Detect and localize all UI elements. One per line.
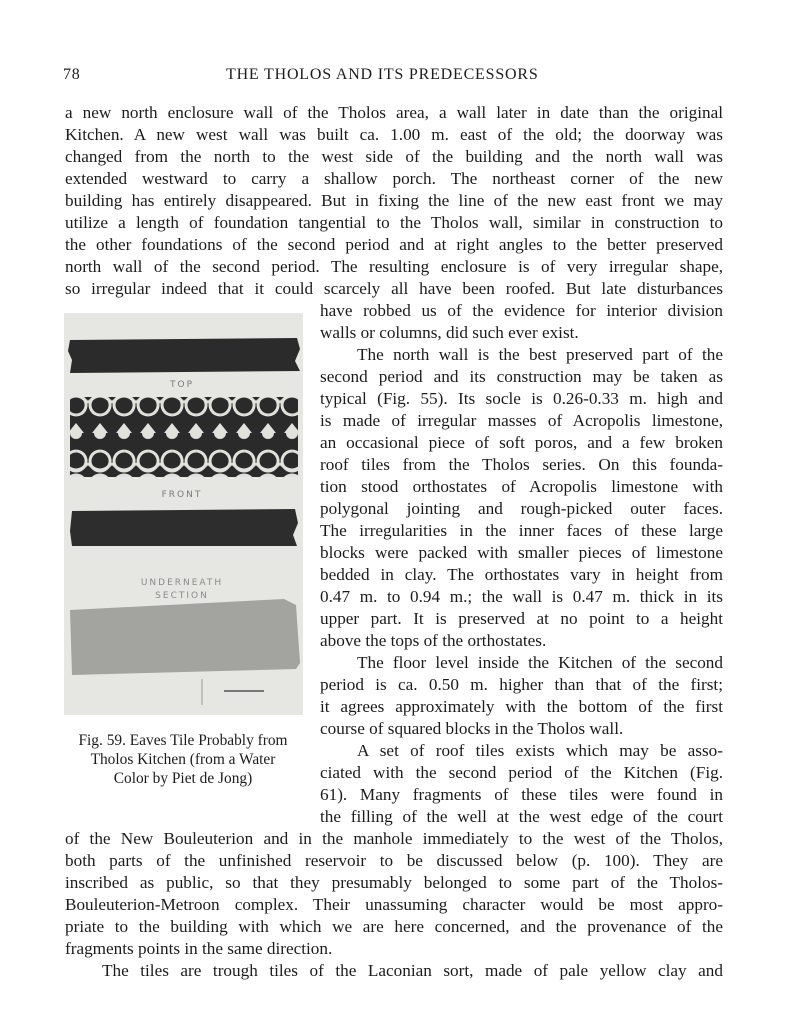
- text-line: upper part. It is preserved at no point to a height: [320, 609, 723, 628]
- text-line: tion stood orthostates of Acropolis limestone with: [320, 477, 723, 496]
- text-line: fragments points in the same direction.: [65, 939, 333, 958]
- text-line: changed from the north to the west side of the building and the north wall was: [65, 147, 723, 166]
- text-line: Bouleuterion-Metroon complex. Their unassuming character would be most appro-: [65, 895, 723, 914]
- top-view-band: [68, 338, 300, 373]
- text-line: inscribed as public, so that they presumably belonged to some part of the Tholos-: [65, 873, 723, 892]
- figure-caption-line-3: Color by Piet de Jong): [113, 770, 253, 787]
- text-line: a new north enclosure wall of the Tholos area, a wall later in date than the original: [65, 103, 723, 122]
- eaves-tile-figure: [64, 313, 303, 715]
- text-line: so irregular indeed that it could scarcely all have been roofed. But late disturbances: [65, 279, 723, 298]
- label-section: SECTION: [155, 591, 209, 601]
- page-number: 78: [63, 66, 81, 83]
- text-line: extended westward to carry a shallow porch. The northeast corner of the new: [65, 169, 723, 188]
- paragraph-start: The floor level inside the Kitchen of the second: [357, 653, 723, 672]
- text-line: typical (Fig. 55). Its socle is 0.26-0.33 m. high and: [320, 389, 723, 408]
- text-line: north wall of the second period. The resulting enclosure is of very irregular shape,: [65, 257, 723, 276]
- edge-band: [70, 509, 298, 546]
- text-line: of the New Bouleuterion and in the manhole immediately to the west of the Tholos,: [65, 829, 723, 848]
- figure-caption-line-2: Tholos Kitchen (from a Water: [90, 751, 276, 768]
- figure-caption-line-1: Fig. 59. Eaves Tile Probably from: [78, 732, 288, 749]
- text-line: bedded in clay. The orthostates vary in height from: [320, 565, 723, 584]
- text-line: above the tops of the orthostates.: [320, 631, 547, 650]
- text-line: the filling of the well at the west edge of the court: [320, 807, 723, 826]
- text-line: The irregularities in the inner faces of these large: [320, 521, 723, 540]
- text-line: 0.47 m. to 0.94 m.; the wall is 0.47 m. thick in its: [320, 587, 723, 606]
- label-top: TOP: [169, 380, 195, 390]
- front-view-band: [70, 397, 298, 477]
- underneath-section: [70, 599, 300, 675]
- text-line: building has entirely disappeared. But in fixing the line of the new east front we may: [65, 191, 723, 210]
- text-line: 61). Many fragments of these tiles were found in: [320, 785, 723, 804]
- text-line: roof tiles from the Tholos series. On this founda-: [320, 455, 723, 474]
- paragraph-start: A set of roof tiles exists which may be asso-: [357, 741, 723, 760]
- text-line: utilize a length of foundation tangential to the Tholos wall, similar in construction to: [65, 213, 723, 232]
- text-line: walls or columns, did such ever exist.: [320, 323, 579, 342]
- text-line: Kitchen. A new west wall was built ca. 1.00 m. east of the old; the doorway was: [65, 125, 723, 144]
- text-line: period is ca. 0.50 m. higher than that of the first;: [320, 675, 723, 694]
- running-title: THE THOLOS AND ITS PREDECESSORS: [226, 66, 539, 83]
- text-line: have robbed us of the evidence for interior division: [320, 301, 723, 320]
- text-line: it agrees approximately with the bottom of the first: [320, 697, 723, 716]
- text-line: both parts of the unfinished reservoir to be discussed below (p. 100). They are: [65, 851, 723, 870]
- text-line: second period and its construction may be taken as: [320, 367, 723, 386]
- text-line: ciated with the second period of the Kitchen (Fig.: [320, 763, 723, 782]
- label-underneath: UNDERNEATH: [140, 578, 224, 588]
- text-line: an occasional piece of soft poros, and a few broken: [320, 433, 723, 452]
- text-line: blocks were packed with smaller pieces of limestone: [320, 543, 723, 562]
- text-line: is made of irregular masses of Acropolis limestone,: [320, 411, 723, 430]
- text-line: priate to the building with which we are here concerned, and the provenance of the: [65, 917, 723, 936]
- text-line: the other foundations of the second period and at right angles to the better preserved: [65, 235, 723, 254]
- text-line: polygonal jointing and rough-picked outer faces.: [320, 499, 723, 518]
- paragraph-start: The north wall is the best preserved part of the: [357, 345, 723, 364]
- paragraph-start: The tiles are trough tiles of the Laconian sort, made of pale yellow clay and: [102, 961, 723, 980]
- label-front: FRONT: [161, 490, 203, 500]
- text-line: course of squared blocks in the Tholos wall.: [320, 719, 624, 738]
